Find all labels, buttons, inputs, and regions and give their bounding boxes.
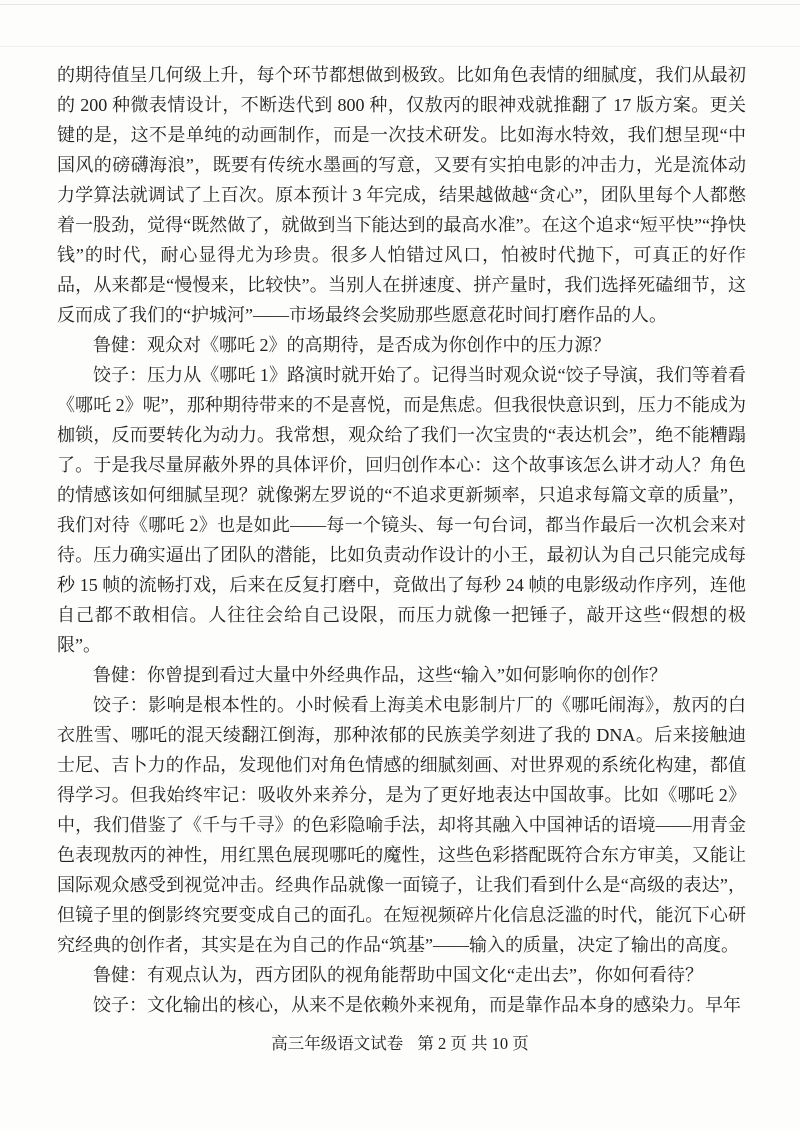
interview-question-2: 鲁健：你曾提到看过大量中外经典作品，这些“输入”如何影响你的创作？ [93, 665, 667, 685]
interview-answer-2: 饺子：影响是根本性的。小时候看上海美术电影制片厂的《哪吒闹海》，敖丙的白衣胜雪、哪吒的混天绫翻江倒海，那种浓郁的民族美学刻进了我的 DNA。后来接触迪士尼、吉卜力的作品，发现他们对角色情感的细腻刻画、对世界观的系统化构建，都值得学习。但我始终牢记：吸收外来养分，是为了更好地表达中国故事。比如《哪吒 2》中，我们借鉴了《千与千寻》的色彩隐喻手法，却将其融入中国神话的语境——用青金色表现敖丙的神性，用红黑色展现哪吒的魔性，这些色彩搭配既符合东方审美，又能让国际观众感受到视觉冲击。经典作品就像一面镜子，让我们看到什么是“高级的表达”，但镜子里的倒影终究要变成自己的面孔。在短视频碎片化信息泛滥的时代，能沉下心研究经典的创作者，其实是在为自己的作品“筑基”——输入的质量，决定了输出的高度。 [57, 695, 746, 955]
scan-artifact-line-faint [0, 46, 800, 47]
scan-artifact-line-top [0, 4, 800, 5]
interview-question-3: 鲁健：有观点认为，西方团队的视角能帮助中国文化“走出去”，你如何看待？ [93, 965, 703, 985]
reading-passage [57, 60, 746, 1020]
footer-paper-title: 高三年级语文试卷 [271, 1034, 404, 1053]
passage-paragraph-continuation: 的期待值呈几何级上升，每个环节都想做到极致。比如角色表情的细腻度，我们从最初的 200 种微表情设计，不断迭代到 800 种，仅敖丙的眼神戏就推翻了 17 版方案。更关键的是，这不是单纯的动画制作，而是一次技术研发。比如海水特效，我们想呈现“中国风的磅礴海浪”，既要有传统水墨画的写意，又要有实拍电影的冲击力，光是流体动力学算法就调试了上百次。原本预计 3 年完成，结果越做越“贪心”，团队里每个人都憋着一股劲，觉得“既然做了，就做到当下能达到的最高水准”。在这个追求“短平快”“挣快钱”的时代，耐心显得尤为珍贵。很多人怕错过风口，怕被时代抛下，可真正的好作品，从来都是“慢慢来，比较快”。当别人在拼速度、拼产量时，我们选择死磕细节，这反而成了我们的“护城河”——市场最终会奖励那些愿意花时间打磨作品的人。 [57, 65, 746, 325]
footer-page-number: 第 2 页 共 10 页 [417, 1034, 529, 1053]
interview-answer-3-partial: 饺子：文化输出的核心，从来不是依赖外来视角，而是靠作品本身的感染力。早年 [93, 995, 741, 1015]
interview-answer-1: 饺子：压力从《哪吒 1》路演时就开始了。记得当时观众说“饺子导演，我们等着看《哪吒 2》呢”，那种期待带来的不是喜悦，而是焦虑。但我很快意识到，压力不能成为枷锁，反而要转化为动力。我常想，观众给了我们一次宝贵的“表达机会”，绝不能糟蹋了。于是我尽量屏蔽外界的具体评价，回归创作本心：这个故事该怎么讲才动人？角色的情感该如何细腻呈现？就像粥左罗说的“不追求更新频率，只追求每篇文章的质量”，我们对待《哪吒 2》也是如此——每一个镜头、每一句台词，都当作最后一次机会来对待。压力确实逼出了团队的潜能，比如负责动作设计的小王，最初认为自己只能完成每秒 15 帧的流畅打戏，后来在反复打磨中，竟做出了每秒 24 帧的电影级动作序列，连他自己都不敢相信。人往往会给自己设限，而压力就像一把锤子，敲开这些“假想的极限”。 [57, 365, 746, 655]
interview-question-1: 鲁健：观众对《哪吒 2》的高期待，是否成为你创作中的压力源？ [93, 335, 611, 355]
page-footer [0, 1031, 800, 1057]
